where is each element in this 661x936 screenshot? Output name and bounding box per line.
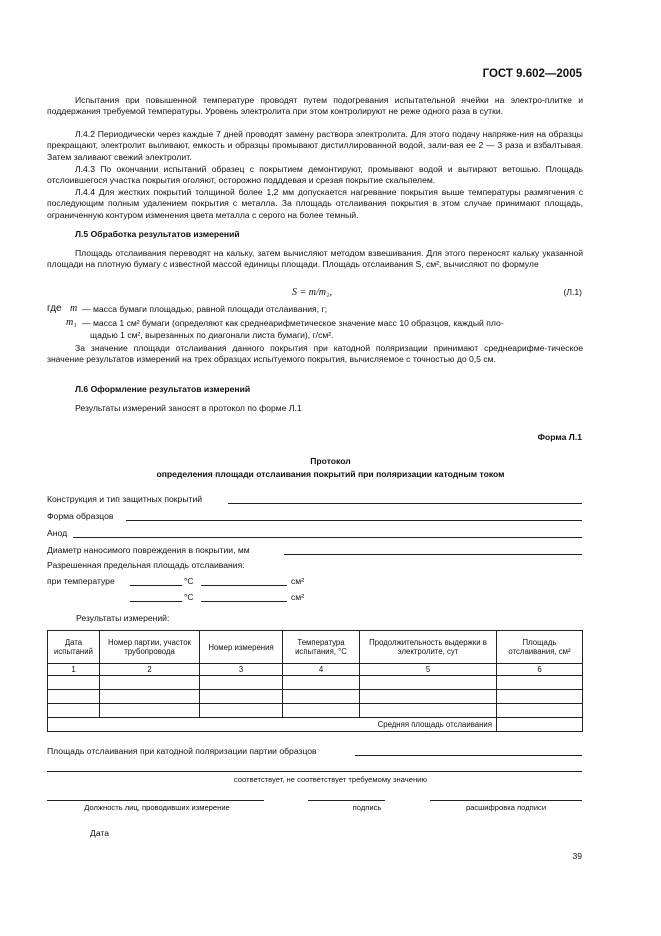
- table-cell[interactable]: [100, 676, 200, 690]
- paragraph-l4-3: Л.4.3 По окончании испытаний образец с покрытием демонтируют, промывают водой и вытирают ветошью. Площадь отслоившегося участка покрытия оголяют, осторожно подддевая и срезая покрытие скальпелем.: [47, 164, 583, 186]
- table-row: [48, 676, 583, 690]
- table-cell[interactable]: [100, 704, 200, 718]
- col-number: 1: [48, 664, 100, 676]
- paragraph-l6: Результаты измерений заносят в протокол по форме Л.1: [75, 403, 302, 413]
- temp2-line[interactable]: [130, 601, 182, 602]
- temp-prefix: при температуре: [47, 576, 115, 586]
- position-caption: Должность лиц, проводивших измерение: [84, 803, 230, 812]
- col-number: 4: [283, 664, 360, 676]
- header-area: Площадь отслаивания, см²: [497, 631, 583, 664]
- table-row: [48, 690, 583, 704]
- field-construction-label: Конструкция и тип защитных покрытий: [47, 494, 203, 504]
- date-label: Дата: [90, 828, 110, 838]
- position-line[interactable]: [47, 800, 264, 801]
- header-temperature: Температура испытания, °С: [283, 631, 360, 664]
- signature-line[interactable]: [308, 800, 385, 801]
- batch-area-line[interactable]: [355, 755, 582, 756]
- table-cell[interactable]: [48, 676, 100, 690]
- table-cell[interactable]: [497, 690, 583, 704]
- average-value-cell[interactable]: [497, 718, 583, 732]
- col-number: 3: [200, 664, 283, 676]
- header-duration: Продолжительность выдержки в электролите, сут: [360, 631, 497, 664]
- deg-c-2: °С: [184, 592, 194, 602]
- area1-line[interactable]: [201, 585, 287, 586]
- m1-description-line1: — масса 1 см² бумаги (определяют как среднеарифметическое значение масс 10 образцов, каждый пло-: [82, 318, 504, 328]
- section-heading-l6: Л.6 Оформление результатов измерений: [75, 384, 251, 394]
- protocol-title: Протокол: [310, 456, 351, 466]
- table-cell[interactable]: [360, 704, 497, 718]
- page-number: 39: [572, 851, 582, 861]
- col-number: 2: [100, 664, 200, 676]
- area2-line[interactable]: [201, 601, 287, 602]
- batch-area-label: Площадь отслаивания при катодной поляризации партии образцов: [47, 746, 317, 756]
- formula-number: (Л.1): [563, 287, 582, 297]
- table-cell[interactable]: [48, 690, 100, 704]
- temp1-line[interactable]: [130, 585, 182, 586]
- table-cell[interactable]: [283, 704, 360, 718]
- table-cell[interactable]: [283, 690, 360, 704]
- field-diameter-label: Диаметр наносимого повреждения в покрытии, мм: [47, 545, 250, 555]
- header-measurement-no: Номер измерения: [200, 631, 283, 664]
- section-heading-l5: Л.5 Обработка результатов измерений: [75, 229, 240, 239]
- col-number: 5: [360, 664, 497, 676]
- table-cell[interactable]: [360, 676, 497, 690]
- results-table: [47, 630, 583, 732]
- m1-symbol: m₁: [66, 317, 77, 328]
- decode-caption: расшифровка подписи: [465, 803, 547, 812]
- table-row-average: [48, 718, 583, 732]
- table-cell[interactable]: [200, 690, 283, 704]
- paragraph-l4-4: Л.4.4 Для жестких покрытий толщиной более 1,2 мм допускается нагревание покрытия выше температуры размягчения с последующим полным удалением покрытия с металла. За площадь отслаивания покрытия в этом случае принимают площадь, ограниченную контуром изменения цвета металла с серого на более темный.: [47, 187, 583, 220]
- field-construction-line[interactable]: [228, 503, 582, 504]
- form-label: Форма Л.1: [537, 432, 582, 442]
- field-sample-form-line[interactable]: [126, 520, 582, 521]
- table-row: [48, 704, 583, 718]
- doc-code-header: ГОСТ 9.602—2005: [482, 68, 582, 80]
- decode-line[interactable]: [430, 800, 582, 801]
- signature-caption: подпись: [352, 803, 382, 812]
- where-label: где: [47, 303, 62, 314]
- table-cell[interactable]: [200, 704, 283, 718]
- cm2-1: см²: [291, 576, 305, 586]
- field-sample-form-label: Форма образцов: [47, 511, 114, 521]
- paragraph-heated-test: Испытания при повышенной температуре проводят путем подогревания испытательной ячейки на электро-плитке и поддержания требуемой температуры. Уровень электролита при этом контролируют не реже одного раза в сутки.: [47, 95, 583, 117]
- conformity-caption: соответствует, не соответствует требуемому значению: [233, 775, 428, 784]
- table-cell[interactable]: [497, 676, 583, 690]
- m1-description-line2: щадью 1 см², вырезанных по диагонали листа бумаги), г/см².: [90, 330, 334, 340]
- table-cell[interactable]: [48, 704, 100, 718]
- protocol-subtitle: определения площади отслаивания покрытий при поляризации катодным током: [156, 469, 505, 479]
- table-cell[interactable]: [360, 690, 497, 704]
- average-label: Средняя площадь отслаивания: [48, 718, 497, 732]
- field-allowed-label: Разрешенная предельная площадь отслаивания:: [47, 560, 245, 570]
- formula: S = m/m₁,: [292, 287, 332, 298]
- results-label: Результаты измерений:: [76, 613, 170, 623]
- table-cell[interactable]: [100, 690, 200, 704]
- m-symbol: m: [70, 303, 78, 314]
- header-batch: Номер партии, участок трубопровода: [100, 631, 200, 664]
- field-anode-label: Анод: [47, 528, 68, 538]
- paragraph-average: За значение площади отслаивания данного покрытия при катодной поляризации принимают среднеарифме-тическое значение результатов измерений на трех образцах испытуемого покрытия, вычисляемое с точностью до 0,5 см.: [47, 343, 583, 365]
- field-anode-line[interactable]: [73, 537, 582, 538]
- table-cell[interactable]: [283, 676, 360, 690]
- m-description: — масса бумаги площадью, равной площади отслаивания, г;: [82, 304, 327, 314]
- field-diameter-line[interactable]: [284, 554, 582, 555]
- conformity-line[interactable]: [47, 771, 582, 772]
- paragraph-l5: Площадь отслаивания переводят на кальку, затем вычисляют методом взвешивания. Для этого переносят кальку указанной площади на плотную бумагу с известной массой единицы площади. Площадь отслаивания S, см², вычисляют по формуле: [47, 248, 583, 270]
- col-number: 6: [497, 664, 583, 676]
- cm2-2: см²: [291, 592, 305, 602]
- table-cell[interactable]: [200, 676, 283, 690]
- deg-c-1: °С: [184, 576, 194, 586]
- table-cell[interactable]: [497, 704, 583, 718]
- paragraph-l4-2: Л.4.2 Периодически через каждые 7 дней проводят замену раствора электролита. Для этого подачу напряже-ния на образцы прекращают, электролит выливают, емкость и образцы промывают дистиллированной водой, зали-вая ее 2 — 3 раза и взбалтывая. Затем заливают свежий электролит.: [47, 129, 583, 162]
- header-date: Дата испытаний: [48, 631, 100, 664]
